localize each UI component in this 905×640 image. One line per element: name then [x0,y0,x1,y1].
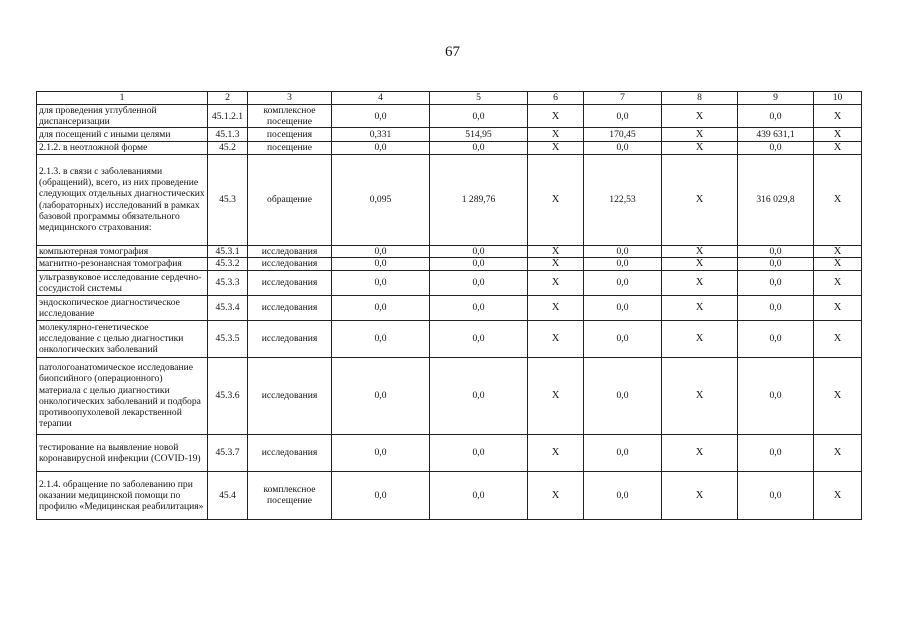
column-number: 9 [738,92,814,105]
data-table [36,91,862,520]
column-number: 8 [662,92,738,105]
table-cell: 0,0 [584,295,662,320]
table-cell: X [662,257,738,270]
table-cell: 0,0 [332,142,430,154]
table-cell: X [662,320,738,357]
table-cell: 0,0 [738,257,814,270]
table-cell: 439 631,1 [738,128,814,142]
table-cell: 514,95 [430,128,528,142]
row-label-cell: эндоскопическое диагностическое исследование [37,295,208,320]
table-cell: 0,0 [430,257,528,270]
table-cell: комплексное посещение [248,471,332,519]
row-label-cell: тестирование на выявление новой коронавирусной инфекции (COVID-19) [37,434,208,471]
table-cell: X [528,270,584,295]
row-label-cell: компьютерная томография [37,245,208,257]
table-cell: X [662,270,738,295]
table-cell: X [662,128,738,142]
table-cell: X [814,142,862,154]
table-cell: X [662,245,738,257]
table-cell: X [528,357,584,434]
table-cell: 0,0 [430,320,528,357]
table-cell: X [662,154,738,245]
table-cell: 45.1.3 [208,128,248,142]
table-cell: 316 029,8 [738,154,814,245]
table-cell: 0,0 [332,471,430,519]
table-cell: 0,0 [332,434,430,471]
table-cell: X [662,357,738,434]
table-cell: 0,0 [738,245,814,257]
table-cell: комплексное посещение [248,105,332,128]
table-cell: X [814,154,862,245]
table-row [37,154,862,245]
row-label-cell: патологоанатомическое исследование биопсийного (операционного) материала с целью диагностики онкологических заболеваний и подбора противоопухолевой лекарственной терапии [37,357,208,434]
table-cell: 0,0 [738,295,814,320]
table-row [37,471,862,519]
table-cell: X [662,142,738,154]
table-cell: X [528,154,584,245]
table-cell: X [528,142,584,154]
table-cell: 45.3.5 [208,320,248,357]
table-cell: X [528,434,584,471]
table-cell: 0,0 [584,257,662,270]
table-row [37,270,862,295]
table-cell: X [814,357,862,434]
table-cell: исследования [248,270,332,295]
table-cell: X [814,320,862,357]
table-cell: X [528,105,584,128]
table-cell: X [814,295,862,320]
table-cell: посещения [248,128,332,142]
table-cell: 1 289,76 [430,154,528,245]
table-cell: 0,0 [430,434,528,471]
row-label-cell: магнитно-резонансная томография [37,257,208,270]
table-row [37,105,862,128]
table-row [37,320,862,357]
table-cell: X [662,105,738,128]
column-number: 10 [814,92,862,105]
table-cell: 45.3.6 [208,357,248,434]
table-cell: X [662,471,738,519]
table-row [37,245,862,257]
table-cell: X [662,434,738,471]
column-number: 2 [208,92,248,105]
table-cell: 122,53 [584,154,662,245]
table-cell: исследования [248,434,332,471]
table-cell: исследования [248,257,332,270]
table-cell: 0,0 [584,471,662,519]
table-row [37,257,862,270]
table-cell: 45.2 [208,142,248,154]
column-number: 7 [584,92,662,105]
table-cell: 0,0 [430,357,528,434]
table-cell: 45.3.4 [208,295,248,320]
table-cell: 0,0 [738,471,814,519]
table-cell: X [528,471,584,519]
table-cell: 0,0 [584,245,662,257]
table-cell: исследования [248,245,332,257]
table-cell: 0,095 [332,154,430,245]
table-cell: 0,0 [332,105,430,128]
page-number: 67 [445,44,460,60]
row-label-cell: 2.1.2. в неотложной форме [37,142,208,154]
table-cell: 0,0 [584,434,662,471]
table-cell: исследования [248,320,332,357]
table-cell: 45.3.1 [208,245,248,257]
table-row [37,357,862,434]
table-cell: 45.3.7 [208,434,248,471]
table-cell: 0,0 [430,295,528,320]
table-cell: 0,0 [430,270,528,295]
table-cell: 0,0 [430,245,528,257]
table-cell: X [662,295,738,320]
table-cell: X [528,245,584,257]
row-label-cell: ультразвуковое исследование сердечно-сосудистой системы [37,270,208,295]
row-label-cell: для проведения углубленной диспансеризации [37,105,208,128]
table-cell: 45.1.2.1 [208,105,248,128]
table-cell: 0,0 [584,105,662,128]
column-number: 4 [332,92,430,105]
column-number: 1 [37,92,208,105]
column-number: 6 [528,92,584,105]
table-cell: 0,0 [738,105,814,128]
table-cell: X [814,257,862,270]
table-row [37,295,862,320]
table-cell: 0,0 [332,295,430,320]
table-cell: 45.3.3 [208,270,248,295]
table-cell: 0,0 [738,434,814,471]
table-cell: 45.4 [208,471,248,519]
row-label-cell: 2.1.4. обращение по заболеванию при оказании медицинской помощи по профилю «Медицинская реабилитация» [37,471,208,519]
table-cell: 0,0 [584,357,662,434]
table-cell: X [528,257,584,270]
table-cell: 0,0 [430,471,528,519]
row-label-cell: 2.1.3. в связи с заболеваниями (обращений), всего, из них проведение следующих отдельных диагностических (лабораторных) исследований в рамках базовой программы обязательного медицинского страхования: [37,154,208,245]
table-cell: X [814,105,862,128]
table-cell: 0,331 [332,128,430,142]
table-cell: 0,0 [332,245,430,257]
table-cell: исследования [248,357,332,434]
table-cell: X [814,128,862,142]
table-cell: X [814,270,862,295]
table-cell: X [814,245,862,257]
table-cell: X [528,295,584,320]
table-cell: 0,0 [584,320,662,357]
table-cell: X [814,471,862,519]
table-cell: 0,0 [332,357,430,434]
column-number-row [37,92,862,105]
table-cell: 0,0 [332,257,430,270]
table-cell: 45.3.2 [208,257,248,270]
row-label-cell: молекулярно-генетическое исследование с целью диагностики онкологических заболеваний [37,320,208,357]
table-cell: 0,0 [584,270,662,295]
table-cell: 0,0 [332,270,430,295]
table-cell: 0,0 [430,105,528,128]
table-row [37,128,862,142]
table-cell: X [814,434,862,471]
table-cell: посещение [248,142,332,154]
table-cell: 0,0 [738,320,814,357]
table-cell: 0,0 [738,270,814,295]
table-cell: 0,0 [738,142,814,154]
table-cell: 0,0 [738,357,814,434]
table-cell: исследования [248,295,332,320]
table-cell: X [528,128,584,142]
table-cell: X [528,320,584,357]
table-row [37,142,862,154]
column-number: 3 [248,92,332,105]
table-cell: 170,45 [584,128,662,142]
table-cell: 45.3 [208,154,248,245]
table-cell: обращение [248,154,332,245]
table-cell: 0,0 [332,320,430,357]
row-label-cell: для посещений с иными целями [37,128,208,142]
column-number: 5 [430,92,528,105]
table-cell: 0,0 [430,142,528,154]
table-row [37,434,862,471]
table-cell: 0,0 [584,142,662,154]
